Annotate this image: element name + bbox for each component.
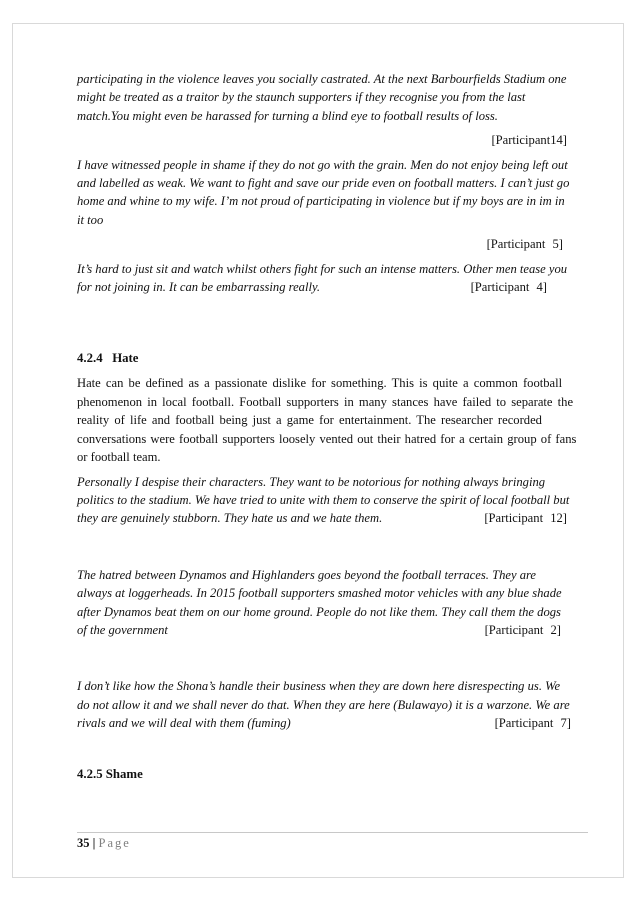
quote-participant12: [77, 473, 589, 528]
body-line: conversations were football supporters loosely vented out their hatred for a certain group of fans: [77, 431, 577, 446]
quote-line: rivals and we will deal with them (fuming): [77, 716, 291, 731]
body-line: reality of life and football being just a game for entertainment. The researcher recorded: [77, 413, 542, 428]
participant-ref: [Participant 12]: [484, 511, 567, 526]
document-body: [77, 70, 589, 782]
participant-ref: [Participant 4]: [470, 280, 547, 295]
body-line: Hate can be defined as a passionate dislike for something. This is quite a common football: [77, 376, 563, 391]
quote-line: I don’t like how the Shona’s handle their business when they are down here disrespecting us. We: [77, 679, 561, 694]
participant-ref: [Participant 7]: [494, 716, 571, 731]
participant-ref: [Participant 5]: [486, 237, 563, 252]
body-line: or football team.: [77, 450, 161, 465]
section-heading-shame: 4.2.5 Shame: [77, 766, 143, 781]
participant-ref: [Participant 2]: [484, 622, 561, 637]
quote-line: it too: [77, 212, 104, 227]
hate-paragraph: [77, 374, 589, 466]
quote-line: they are genuinely stubborn. They hate us and we hate them.: [77, 511, 383, 526]
quote-line: It’s hard to just sit and watch whilst others fight for such an intense matters. Other men tease you: [77, 261, 568, 276]
quote-line: of the government: [77, 622, 168, 637]
quote-participant14: [77, 70, 589, 150]
quote-participant5: [77, 156, 589, 254]
quote-line: might be treated as a traitor by the staunch supporters if they recognise you from the last: [77, 90, 526, 105]
quote-line: participating in the violence leaves you socially castrated. At the next Barbourfields Stadium one: [77, 72, 567, 86]
quote-line: for not joining in. It can be embarrassing really.: [77, 280, 321, 295]
quote-line: after Dynamos beat them on our home ground. People do not like them. They call them the dogs: [77, 604, 561, 619]
quote-line: and labelled as weak. We want to fight and save our pride even on football matters. I can’t just go: [77, 176, 570, 191]
footer-divider: [77, 832, 588, 833]
quote-line: do not allow it and we shall never do that. When they are here (Bulawayo) it is a warzone. We are: [77, 697, 570, 712]
quote-line: match.You might even be harassed for turning a blind eye to football results of loss.: [77, 108, 498, 123]
footer-separator: |: [89, 836, 99, 850]
quote-line: home and whine to my wife. I’m not proud of participating in violence but if my boys are in im in: [77, 194, 565, 209]
page-number: 35: [77, 836, 90, 850]
quote-line: I have witnessed people in shame if they do not go with the grain. Men do not enjoy being left out: [77, 157, 568, 172]
page-label: Page: [98, 836, 131, 850]
participant-ref: [Participant14]: [491, 133, 567, 148]
section-heading-hate: 4.2.4 Hate: [77, 351, 139, 366]
quote-line: always at loggerheads. In 2015 football supporters smashed motor vehicles with any blue shade: [77, 586, 562, 601]
body-line: phenomenon in local football. Football supporters in many stances have failed to separate the: [77, 394, 574, 409]
quote-line: The hatred between Dynamos and Highlanders goes beyond the football terraces. They are: [77, 567, 537, 582]
page-footer: [77, 836, 131, 851]
quote-participant4: [77, 260, 589, 297]
quote-line: Personally I despise their characters. They want to be notorious for nothing always bringing: [77, 474, 546, 489]
quote-participant7: [77, 677, 589, 732]
quote-participant2: [77, 566, 589, 640]
quote-line: politics to the stadium. We have tried to unite with them to conserve the spirit of local football but: [77, 492, 570, 507]
